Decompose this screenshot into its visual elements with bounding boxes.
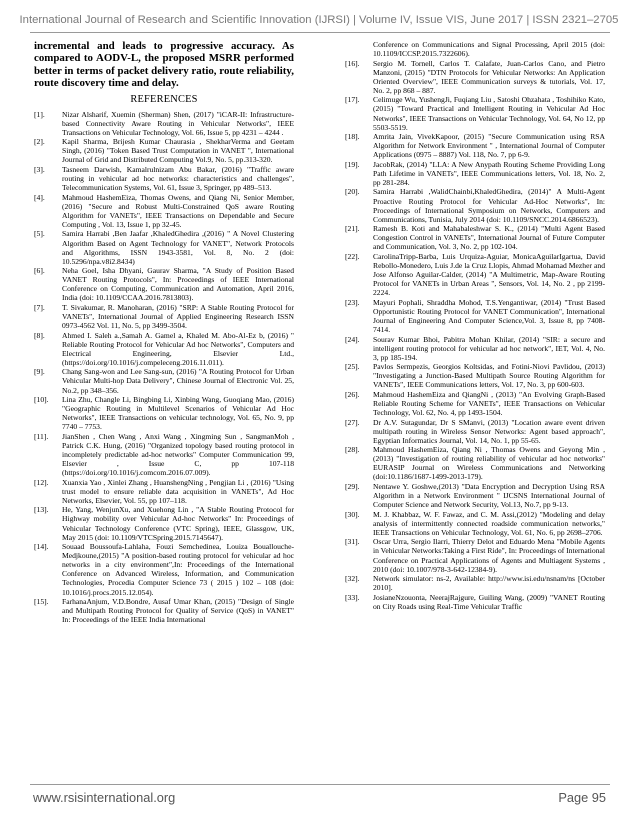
- reference-text: Xuanxia Yao , Xinlei Zhang , HuanshengNing , Pengjian Li , (2016) "Using trust model to ensure reliable data acquisition in VANETs", Ad Hoc Networks, Elsevier, Vol. 55, pp 107–118.: [62, 477, 294, 505]
- reference-text: CarolinaTripp-Barba, Luis Urquiza-Aguiar, MonicaAguilarIgartua, David Rebollo-Monedero, Luis J.de la Cruz Llopis, Ahmad Mohamad Mezher and Jose Alfonso Aguilar-Calder, (2014) "A Multimetric, Map-Aware Routing Protocol for VANETs in Urban Areas ", Sensors, Vol. 14, No. 2 , pp 2199-2224.: [373, 251, 605, 298]
- reference-text: Amrita Jain, VivekKapoor, (2015) "Secure Communication using RSA Algorithm for Network Environment " , International Journal of Computer Applications (0975 – 8887) Vol. 118, No. 7, pp 6-9.: [373, 132, 605, 160]
- reference-item: [34, 110, 294, 137]
- reference-text: Nizar Alsharif, Xuemin (Sherman) Shen, (2017) "iCAR-II: Infrastructure-based Connectivity Aware Routing in Vehicular Networks", IEEE Transactions on Vehicular Technology, Vol. 66, Issue 5, pp 4231 – 4244 .: [62, 109, 294, 137]
- reference-number: [8].: [34, 330, 45, 340]
- reference-item: [345, 132, 605, 159]
- reference-item: [34, 478, 294, 505]
- reference-text: Oscar Urra, Sergio Ilarri, Thierry Delot and Eduardo Mena "Mobile Agents in Vehicular Networks:Taking a First Ride", In: Proceedings of International Conference on Practical Applications of Agents and Multiagent Systems , 2010 (doi: 10.1007/978-3-642-12384-9).: [373, 537, 605, 574]
- reference-text: Network simulator: ns-2, Available: http://www.isi.edu/nsnam/ns [October 2010].: [373, 574, 605, 593]
- reference-item: [34, 229, 294, 265]
- reference-number: [16].: [345, 58, 360, 68]
- reference-text: Mahmoud HashemEiza and QiangNi , (2013) "An Evolving Graph-Based Reliable Routing Scheme for VANETs", IEEE Transactions on Vehicular Technology, Vol. 62, No. 4, pp 1493-1504.: [373, 389, 605, 418]
- reference-item: [345, 510, 605, 537]
- reference-text: JosianeNzouonta, NeerajRajgure, Guiling Wang, (2009) "VANET Routing on City Roads using Real-Time Vehicular Traffic: [373, 592, 605, 611]
- reference-number: [32].: [345, 574, 360, 584]
- reference-number: [25].: [345, 362, 360, 372]
- reference-item: [345, 187, 605, 223]
- reference-number: [29].: [345, 481, 360, 491]
- reference-text: Mahmoud HashemEiza, Qiang Ni , Thomas Owens and Geyong Min , (2013) "Investigation of routing reliability of vehicular ad hoc networks" EURASIP Journal on Wireless Communications and Networking (doi:10.1186/1687-1499-2013-179).: [373, 445, 605, 482]
- references-heading: REFERENCES: [130, 93, 198, 105]
- reference-text: FarhanaAnjum, V.D.Bondre, Ausaf Umar Khan, (2015) "Design of Single and Multipath Routing Protocol for Quality of Service (QoS) in VANET" In: Proceedings of the IEEE India International: [62, 597, 294, 625]
- reference-item: [34, 432, 294, 477]
- reference-number: [15].: [34, 597, 49, 607]
- reference-item: [345, 445, 605, 481]
- reference-text: Sergio M. Tornell, Carlos T. Calafate, Juan-Carlos Cano, and Pietro Manzoni, (2015) "DTN Protocols for Vehicular Networks: An Application Oriented Overview", IEEE Communication surveys & tutorials, Vol. 17, No. 2, pp 868 – 887.: [373, 58, 605, 95]
- reference-text: Lina Zhu, Changle Li, Bingbing Li, Xinbing Wang, Guoqiang Mao, (2016) "Geographic Routing in Multilevel Scenarios of Vehicular Ad Hoc Networks", IEEE Transactions on vehicular technology, Vol. 65, No. 9, pp 7740 – 7753.: [62, 395, 294, 432]
- reference-item: [345, 482, 605, 509]
- reference-item: [34, 266, 294, 302]
- reference-number: [19].: [345, 159, 360, 169]
- reference-text: Ramesh B. Koti and Mahabaleshwar S. K., (2014) "Multi Agent Based Congestion Control in VANETs", International Journal of Future Computer and Communication, Vol. 3, No. 2, pp 102-104.: [373, 224, 605, 252]
- reference-text: Samira Harrabi ,WalidChainbi,KhaledGhedira, (2014)" A Multi-Agent Proactive Routing Protocol for Vehicular Ad-Hoc Networks", In: Proceedings of International Symposium on Networks, Computers and Communications, Tunisia, July 2014 (doi: 10.1109/SNCC.2014.6866523).: [373, 187, 605, 224]
- reference-item: [345, 390, 605, 417]
- reference-item: [345, 224, 605, 251]
- reference-text: M. J. Khabbaz, W. F. Fawaz, and C. M. Assi,(2012) "Modeling and delay analysis of intermittently connected roadside communication networks," IEEE Transactions on Vehicular Technology, Vol. 61, No. 6, pp 2698–2706.: [373, 509, 605, 537]
- reference-list-left: [34, 110, 294, 625]
- reference-item: [345, 362, 605, 389]
- reference-number: [30].: [345, 509, 360, 519]
- reference-number: [20].: [345, 187, 360, 197]
- reference-number: [345, 40, 373, 58]
- reference-number: [11].: [34, 431, 49, 441]
- reference-item: [34, 331, 294, 367]
- reference-number: [31].: [345, 537, 360, 547]
- reference-number: [7].: [34, 302, 45, 312]
- reference-text: T. Sivakumar, R. Manoharan, (2016) "SRP: A Stable Routing Protocol for VANETs", International Journal of Applied Engineering Research ISSN 0973-4562 Vol. 11, No. 5, pp 3499-3504.: [62, 302, 294, 331]
- reference-item: [34, 303, 294, 330]
- right-column: [345, 40, 605, 778]
- reference-text: Mahmoud HashemEiza, Thomas Owens, and Qiang Ni, Senior Member, (2016) "Secure and Robust Multi-Constrained QoS aware Routing Algorithm for VANETs", IEEE Transactions on Dependable and Secure Computing , Vol. 13, Issue 1, pp 32-45.: [62, 192, 294, 229]
- reference-item: [34, 597, 294, 624]
- reference-number: [3].: [34, 164, 45, 174]
- reference-text: Celimuge Wu, YushengJi, Fuqiang Liu , Satoshi Ohzahata , Toshihiko Kato, (2015) "Toward Practical and Intelligent Routing in Vehicular Ad Hoc Networks", IEEE Transactions on Vehicular Technology, Vol. 64, No 12, pp 5503-5519.: [373, 95, 605, 132]
- left-column: [34, 40, 294, 778]
- reference-list-right: [345, 40, 605, 611]
- reference-item: [345, 160, 605, 187]
- reference-number: [18].: [345, 132, 360, 142]
- reference-item: [34, 193, 294, 229]
- reference-number: [24].: [345, 334, 360, 344]
- reference-number: [14].: [34, 542, 49, 552]
- reference-number: [17].: [345, 95, 360, 105]
- reference-number: [22].: [345, 251, 360, 261]
- reference-number: [12].: [34, 477, 49, 487]
- reference-item: [34, 367, 294, 394]
- header-rule: [30, 32, 610, 33]
- reference-text: Neha Goel, Isha Dhyani, Gaurav Sharma, "A Study of Position Based VANET Routing Protocols", In: Proceedings of IEEE International Conference on Computing, Communication and Automation, April 2016, India (doi: 10.1109/CCAA.2016.7813803).: [62, 266, 294, 303]
- reference-text: Kapil Sharma, Brijesh Kumar Chaurasia , ShekharVerma and Geetam Singh, (2016) "Token Based Trust Computation in VANET ", International Journal of Grid and Distributed Computing Vol.9, No. 5, pp.313-320.: [62, 137, 294, 165]
- reference-number: [13].: [34, 505, 49, 515]
- reference-item: [345, 574, 605, 592]
- reference-number: [10].: [34, 395, 49, 405]
- reference-item: [345, 593, 605, 611]
- reference-item: [34, 505, 294, 541]
- intro-paragraph: incremental and leads to progressive accuracy. As compared to AODV-L, the proposed MSRR performed better in terms of packet delivery ratio, route reliability, route discovery time and delay.: [34, 40, 294, 90]
- reference-item: [345, 252, 605, 297]
- reference-item: [345, 418, 605, 445]
- reference-number: [2].: [34, 137, 45, 147]
- reference-item: [345, 537, 605, 573]
- reference-text: Conference on Communications and Signal Processing, April 2015 (doi: 10.1109/ICCSP.2015.7322606).: [373, 40, 605, 59]
- reference-item: [345, 95, 605, 131]
- reference-number: [33].: [345, 592, 360, 602]
- reference-number: [1].: [34, 109, 45, 119]
- footer-rule: [30, 784, 610, 785]
- reference-item: [34, 165, 294, 192]
- reference-number: [28].: [345, 445, 360, 455]
- reference-text: Pavlos Sermpezis, Georgios Koltsidas, and Fotini-Niovi Pavlidou, (2013) "Investigating a Junction-Based Multipath Source Routing Algorithm for VANETs", IEEE Communications letters, Vol. 17, No. 3, pp 600-603.: [373, 362, 605, 390]
- reference-text: Dr A.V. Sutagundar, Dr S SManvi, (2013) "Location aware event driven multipath routing in Wireless Sensor Networks: Agent based approach", Egyptian Informatics Journal, Vol. 14, No. 1, pp 55-65.: [373, 417, 605, 445]
- reference-text: Souaad Boussoufa-Lahlaha, Fouzi Semchedinea, Louiza Bouallouche-Medjkoune,(2015) "A position-based routing protocol for vehicular ad hoc networks in a city environment",In: Proceedings of the International Conference on Advanced Wireless, Information, and Communication Technologies, Procedia Computer Science 73 ( 2015 ) 102 – 108 (doi: 10.1016/j.procs.2015.12.054).: [62, 542, 294, 597]
- reference-number: [27].: [345, 417, 360, 427]
- reference-number: [23].: [345, 297, 360, 307]
- reference-item: [345, 298, 605, 334]
- reference-text: Sourav Kumar Bhoi, Pabitra Mohan Khilar, (2014) "SIR: a secure and intelligent routing protocol for vehicular ad hoc network", IET, Vol. 4, No. 3, pp 185-194.: [373, 334, 605, 362]
- reference-text: Tasneem Darwish, Kamalrulnizam Abu Bakar, (2016) "Traffic aware routing in vehicular ad hoc networks: characteristics and challenges", Telecommunication Systems, Vol. 61, Issue 3, Springer, pp 489–513.: [62, 164, 294, 193]
- reference-text: Ahmed I. Saleh a.,Samah A. Gamel a, Khaled M. Abo-Al-Ez b, (2016) " Reliable Routing Protocol for Vehicular Ad hoc Networks", Computers and Electrical Engineering, Elsevier Ltd., (https://doi.org/10.1016/j.compeleceng.2016.11.011).: [62, 330, 294, 367]
- reference-item: [34, 542, 294, 597]
- journal-header: International Journal of Research and Scientific Innovation (IJRSI) | Volume IV, Issue VIS, June 2017 | ISSN 2321–2705: [19, 14, 619, 26]
- page-number: Page 95: [558, 790, 606, 805]
- reference-item: [345, 59, 605, 95]
- reference-text: Mayuri Pophali, Shraddha Mohod, T.S.Yengantiwar, (2014) "Trust Based Opportunistic Routing Protocol for VANET Communication", International Journal of Engineering And Computer Science,Vol. 3, Issue 8, pp 7408-7414.: [373, 297, 605, 335]
- reference-text: JacobRak, (2014) "LLA: A New Anypath Routing Scheme Providing Long Path Lifetime in VANETs", IEEE Communications letters, Vol. 18, No. 2, pp 281-284.: [373, 159, 605, 187]
- reference-number: [21].: [345, 224, 360, 234]
- reference-number: [9].: [34, 367, 45, 377]
- reference-text: Samira Harrabi ,Ben Jaafar ,KhaledGhedira ,(2016) " A Novel Clustering Algorithm Based on Agent Technology for VANET", Network Protocols and Algorithms, ISSN 1943-3581, Vol. 8, No. 2 (doi: 10.5296/npa.v8i2.8434): [62, 229, 294, 266]
- reference-number: [4].: [34, 192, 45, 202]
- reference-item: [345, 40, 605, 58]
- reference-item: [345, 335, 605, 362]
- reference-text: Chang Sang-won and Lee Sang-sun, (2016) "A Routing Protocol for Urban Vehicular Multi-hop Data Delivery", Chinese Journal of Electronic Vol. 25, No.2, pp 348–356.: [62, 367, 294, 395]
- footer-website: www.rsisinternational.org: [33, 790, 176, 805]
- reference-text: Nentawe Y. Goshwe,(2013) "Data Encryption and Decryption Using RSA Algorithm in a Network Environment " IJCSNS International Journal of Computer Science and Network Security, Vol.13, No.7, pp 9-13.: [373, 481, 605, 510]
- reference-number: [26].: [345, 389, 360, 399]
- reference-number: [5].: [34, 229, 45, 239]
- reference-number: [6].: [34, 266, 45, 276]
- reference-item: [34, 137, 294, 164]
- reference-text: JianShen , Chen Wang , Anxi Wang , Xingming Sun , SangmanMoh , Patrick C.K. Hung, (2016) "Organized topology based routing protocol in incompletely predictable ad-hoc networks" Computer Communication 99, Elsevier , Issue C, pp 107-118 (https://doi.org/10.1016/j.comcom.2016.07.009).: [62, 431, 294, 478]
- reference-text: He, Yang, WenjunXu, and Xuehong Lin , "A Stable Routing Protocol for Highway mobility over Vehicular Ad-hoc Networks" In: Proceedings of Vehicular Technology Conference (VTC Spring), IEEE, Glassgow, UK, May 2015 (doi: 10.1109/VTCSpring.2015.7145647).: [62, 505, 294, 542]
- reference-item: [34, 395, 294, 431]
